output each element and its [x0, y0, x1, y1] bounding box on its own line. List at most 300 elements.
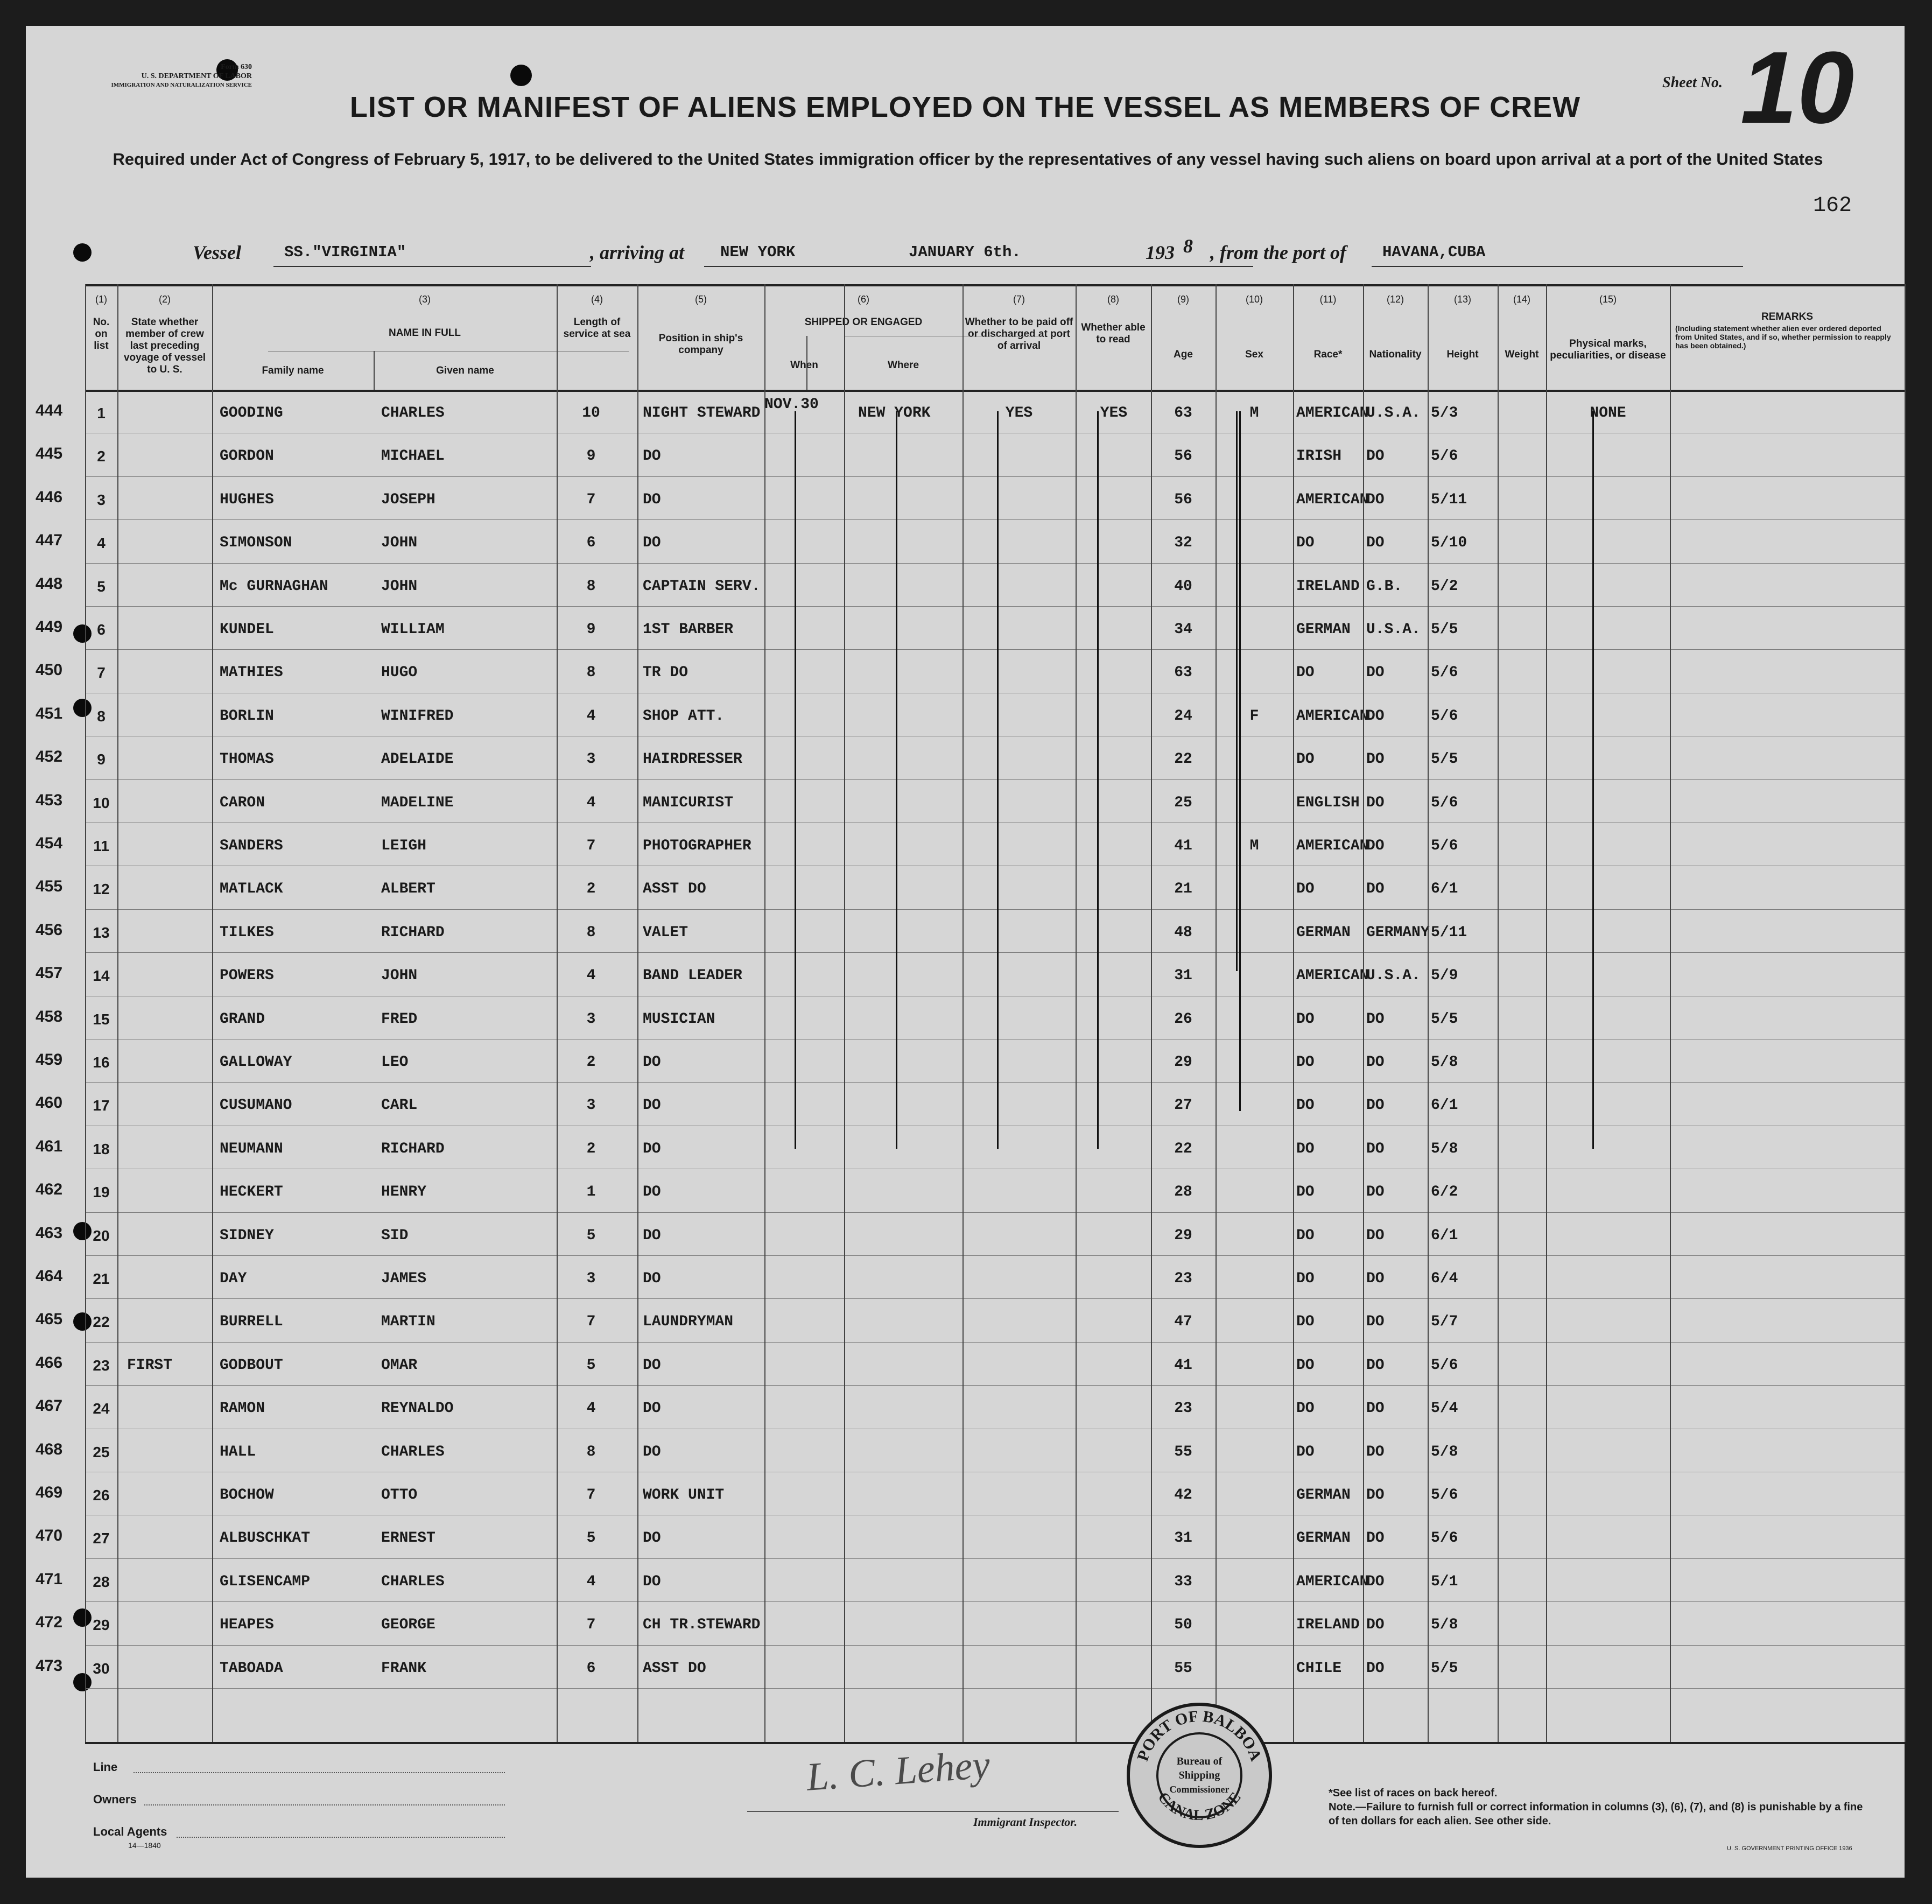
cell-service: 6 — [586, 1660, 596, 1677]
cell-no: 10 — [93, 794, 110, 811]
cell-height: 5/11 — [1431, 491, 1467, 508]
column-number: (10) — [1245, 294, 1263, 305]
cell-no: 30 — [93, 1660, 110, 1677]
sequence-number: 454 — [36, 834, 63, 852]
ditto-stroke — [1592, 411, 1594, 1149]
cell-service: 2 — [586, 1140, 596, 1157]
cell-no: 8 — [97, 707, 106, 725]
line-label: Line — [93, 1760, 118, 1774]
cell-age: 23 — [1174, 1400, 1192, 1417]
cell-service: 7 — [586, 1313, 596, 1331]
manifest-sheet — [26, 26, 1905, 1878]
cell-nationality: DO — [1366, 1357, 1385, 1374]
cell-height: 5/5 — [1431, 621, 1458, 638]
cell-position: CAPTAIN SERV. — [643, 578, 761, 595]
cell-family: Mc GURNAGHAN — [220, 578, 328, 595]
ditto-stroke — [896, 411, 897, 1149]
cell-age: 29 — [1174, 1054, 1192, 1071]
column-number: (2) — [159, 294, 171, 305]
cell-nationality: DO — [1366, 1617, 1385, 1634]
cell-family: MATLACK — [220, 881, 283, 898]
cell-position: DO — [643, 1357, 661, 1374]
cell-position: HAIRDRESSER — [643, 751, 742, 768]
cell-age: 42 — [1174, 1487, 1192, 1503]
cell-nationality: DO — [1366, 448, 1385, 465]
cell-nationality: DO — [1366, 1487, 1385, 1503]
cell-race: DO — [1296, 1097, 1315, 1114]
cell-age: 21 — [1174, 881, 1192, 898]
cell-race: DO — [1296, 1400, 1315, 1417]
cell-no: 22 — [93, 1313, 110, 1331]
cell-race: DO — [1296, 1313, 1315, 1331]
cell-race: DO — [1296, 751, 1315, 768]
cell-family: BORLIN — [220, 707, 274, 725]
cell-service: 4 — [586, 707, 596, 725]
form-code: 14—1840 — [128, 1841, 161, 1850]
cell-sex: F — [1249, 707, 1259, 725]
cell-given: WINIFRED — [381, 707, 454, 725]
cell-read: YES — [1100, 405, 1128, 421]
cell-given: MICHAEL — [381, 448, 445, 465]
cell-position: DO — [643, 1400, 661, 1417]
arrival-date: JANUARY 6th. — [909, 243, 1021, 261]
cell-position: ASST DO — [643, 1660, 706, 1677]
cell-no: 19 — [93, 1184, 110, 1201]
column-number: (14) — [1513, 294, 1530, 305]
service-name: IMMIGRATION AND NATURALIZATION SERVICE — [111, 82, 252, 88]
ditto-stroke — [795, 411, 796, 1149]
cell-family: HEAPES — [220, 1617, 274, 1634]
cell-height: 5/8 — [1431, 1443, 1458, 1460]
cell-race: AMERICAN — [1296, 967, 1369, 985]
header-weight: Weight — [1505, 349, 1539, 360]
cell-family: GOODING — [220, 405, 283, 421]
cell-height: 6/1 — [1431, 1227, 1458, 1244]
cell-nationality: DO — [1366, 1140, 1385, 1157]
column-number: (5) — [695, 294, 707, 305]
cell-age: 56 — [1174, 491, 1192, 508]
cell-given: RICHARD — [381, 1140, 445, 1157]
cell-position: DO — [643, 491, 661, 508]
sequence-number: 446 — [36, 488, 63, 506]
cell-nationality: DO — [1366, 838, 1385, 854]
cell-position: DO — [643, 1184, 661, 1201]
column-number: (12) — [1386, 294, 1404, 305]
cell-height: 5/11 — [1431, 924, 1467, 941]
header-age: Age — [1174, 349, 1193, 360]
cell-family: BURRELL — [220, 1313, 283, 1331]
cell-no: 5 — [97, 578, 106, 595]
cell-nationality: GERMANY — [1366, 924, 1430, 941]
sequence-number: 471 — [36, 1570, 63, 1588]
sequence-number: 470 — [36, 1527, 63, 1545]
vessel-name: SS."VIRGINIA" — [284, 243, 406, 261]
cell-age: 55 — [1174, 1443, 1192, 1460]
cell-position: NIGHT STEWARD — [643, 405, 761, 421]
cell-height: 6/1 — [1431, 881, 1458, 898]
cell-age: 41 — [1174, 838, 1192, 854]
cell-position: ASST DO — [643, 881, 706, 898]
cell-no: 26 — [93, 1487, 110, 1503]
stamp-center-line1: Bureau of — [1176, 1755, 1223, 1767]
cell-service: 3 — [586, 751, 596, 768]
cell-race: IRELAND — [1296, 1617, 1360, 1634]
cell-given: MADELINE — [381, 794, 454, 811]
cell-position: 1ST BARBER — [643, 621, 734, 638]
ditto-stroke — [1239, 411, 1241, 1111]
cell-given: JOHN — [381, 535, 418, 552]
cell-position: VALET — [643, 924, 689, 941]
cell-no: 13 — [93, 924, 110, 941]
printing-office: U. S. GOVERNMENT PRINTING OFFICE 1936 — [1727, 1845, 1852, 1852]
header-remarks: REMARKS — [1761, 311, 1814, 322]
cell-family: TILKES — [220, 924, 274, 941]
cell-nationality: DO — [1366, 1010, 1385, 1028]
cell-nationality: DO — [1366, 1184, 1385, 1201]
cell-service: 9 — [586, 448, 596, 465]
cell-height: 5/6 — [1431, 448, 1458, 465]
cell-no: 20 — [93, 1227, 110, 1244]
cell-height: 6/2 — [1431, 1184, 1458, 1201]
local-agents-label: Local Agents — [93, 1825, 167, 1838]
header-physical-marks: Physical marks, peculiarities, or disease — [1550, 338, 1666, 361]
cell-age: 63 — [1174, 405, 1192, 421]
cell-no: 6 — [97, 621, 106, 638]
header-paid-off: Whether to be paid off or discharged at port of arrival — [965, 317, 1073, 352]
cell-position: DO — [643, 1573, 661, 1590]
cell-service: 6 — [586, 535, 596, 552]
cell-given: MARTIN — [381, 1313, 435, 1331]
cell-family: SIDNEY — [220, 1227, 274, 1244]
cell-service: 5 — [586, 1227, 596, 1244]
cell-family: DAY — [220, 1270, 247, 1287]
cell-age: 31 — [1174, 1530, 1192, 1547]
sequence-number: 473 — [36, 1656, 63, 1675]
cell-no: 4 — [97, 535, 106, 552]
cell-service: 5 — [586, 1530, 596, 1547]
cell-race: DO — [1296, 1357, 1315, 1374]
cell-family: BOCHOW — [220, 1487, 274, 1503]
cell-service: 8 — [586, 924, 596, 941]
cell-given: RICHARD — [381, 924, 445, 941]
cell-family: HALL — [220, 1443, 256, 1460]
cell-given: ALBERT — [381, 881, 435, 898]
sequence-number: 456 — [36, 921, 63, 939]
cell-race: AMERICAN — [1296, 1573, 1369, 1590]
cell-height: 5/5 — [1431, 1010, 1458, 1028]
column-number: (9) — [1177, 294, 1189, 305]
penalty-note: Note.—Failure to furnish full or correct information in columns (3), (6), (7), and (8) is punishable by a fine of ten dollars for each alien. See other side. — [1329, 1801, 1863, 1827]
cell-family: NEUMANN — [220, 1140, 283, 1157]
cell-family: GRAND — [220, 1010, 265, 1028]
header-when: When — [790, 360, 818, 371]
form-number: Form 630 — [221, 63, 252, 71]
cell-nationality: DO — [1366, 491, 1385, 508]
cell-position: CH TR.STEWARD — [643, 1617, 761, 1634]
cell-position: DO — [643, 1530, 661, 1547]
header-remarks-note: (Including statement whether alien ever ordered deported from United States, and if so, whether permission to reapply has been obtained.) — [1675, 324, 1891, 350]
cell-position: DO — [643, 1227, 661, 1244]
ditto-stroke — [997, 411, 999, 1149]
cell-given: CHARLES — [381, 405, 445, 421]
header-nationality: Nationality — [1369, 349, 1422, 360]
cell-family: ALBUSCHKAT — [220, 1530, 311, 1547]
cell-service: 7 — [586, 1617, 596, 1634]
cell-race: GERMAN — [1296, 924, 1351, 941]
cell-given: CHARLES — [381, 1443, 445, 1460]
cell-family: TABOADA — [220, 1660, 283, 1677]
cell-age: 56 — [1174, 448, 1192, 465]
cell-height: 5/6 — [1431, 664, 1458, 681]
cell-sex: M — [1249, 405, 1259, 421]
cell-no: 21 — [93, 1270, 110, 1287]
from-port-label: , from the port of — [1210, 242, 1347, 263]
sequence-number: 451 — [36, 704, 63, 722]
cell-no: 18 — [93, 1140, 110, 1157]
crew-table — [36, 284, 1905, 1742]
column-number: (7) — [1013, 294, 1025, 305]
cell-family: SIMONSON — [220, 535, 292, 552]
column-number: (4) — [591, 294, 603, 305]
cell-no: 29 — [93, 1617, 110, 1634]
cell-height: 5/6 — [1431, 1357, 1458, 1374]
cell-family: GODBOUT — [220, 1357, 283, 1374]
cell-age: 47 — [1174, 1313, 1192, 1331]
cell-race: DO — [1296, 1140, 1315, 1157]
header-family-name: Family name — [262, 365, 324, 376]
header-race: Race* — [1313, 349, 1343, 360]
cell-nationality: DO — [1366, 1097, 1385, 1114]
cell-nationality: U.S.A. — [1366, 405, 1421, 421]
ditto-stroke — [1236, 411, 1238, 971]
cell-service: 8 — [586, 664, 596, 681]
stamp-center-line3: Commissioner — [1169, 1784, 1230, 1795]
cell-given: JOHN — [381, 578, 418, 595]
sequence-number: 464 — [36, 1267, 63, 1285]
sequence-number: 453 — [36, 791, 63, 809]
sequence-number: 447 — [36, 531, 63, 550]
cell-race: DO — [1296, 881, 1315, 898]
column-number: (15) — [1599, 294, 1617, 305]
cell-race: AMERICAN — [1296, 405, 1369, 421]
header-given-name: Given name — [436, 365, 494, 376]
cell-given: JOHN — [381, 967, 418, 985]
column-number: (3) — [419, 294, 431, 305]
cell-race: DO — [1296, 535, 1315, 552]
cell-family: CUSUMANO — [220, 1097, 292, 1114]
stamp-bottom-text: CANAL ZONE — [1154, 1789, 1245, 1824]
cell-nationality: DO — [1366, 1530, 1385, 1547]
cell-family: MATHIES — [220, 664, 283, 681]
cell-service: 7 — [586, 838, 596, 854]
sequence-number: 455 — [36, 877, 63, 896]
cell-race: IRELAND — [1296, 578, 1360, 595]
cell-position: SHOP ATT. — [643, 707, 725, 725]
header-state-whether: State whether member of crew last preceding voyage of vessel to U. S. — [123, 317, 206, 375]
header-length-service: Length of service at sea — [563, 317, 631, 340]
cell-service: 10 — [582, 405, 600, 421]
cell-race: GERMAN — [1296, 1530, 1351, 1547]
arriving-port: NEW YORK — [720, 243, 796, 261]
stamp-center-line2: Shipping — [1178, 1769, 1220, 1781]
cell-nationality: DO — [1366, 1400, 1385, 1417]
cell-position: DO — [643, 1270, 661, 1287]
cell-height: 5/7 — [1431, 1313, 1458, 1331]
cell-nationality: DO — [1366, 881, 1385, 898]
cell-race: DO — [1296, 1270, 1315, 1287]
cell-family: KUNDEL — [220, 621, 274, 638]
page-subtitle: Required under Act of Congress of February 5, 1917, to be delivered to the United States immigration officer by the representatives of any vessel having such aliens on board upon arrival at a port of the United States — [113, 150, 1823, 168]
cell-no: 2 — [97, 448, 106, 465]
header-able-read: Whether able to read — [1081, 322, 1146, 345]
cell-given: OMAR — [381, 1357, 418, 1374]
sequence-number: 452 — [36, 748, 63, 766]
cell-family: GALLOWAY — [220, 1054, 292, 1071]
cell-physical: NONE — [1590, 405, 1626, 421]
punch-hole — [510, 65, 532, 86]
cell-given: FRED — [381, 1010, 418, 1028]
cell-position: DO — [643, 1097, 661, 1114]
sequence-number: 466 — [36, 1353, 63, 1372]
cell-nationality: G.B. — [1366, 578, 1403, 595]
cell-given: REYNALDO — [381, 1400, 454, 1417]
cell-position: BAND LEADER — [643, 967, 742, 985]
cell-nationality: DO — [1366, 664, 1385, 681]
arriving-label: , arriving at — [590, 242, 685, 263]
cell-service: 5 — [586, 1357, 596, 1374]
cell-position: TR DO — [643, 664, 689, 681]
cell-family: GLISENCAMP — [220, 1573, 311, 1590]
cell-given: CHARLES — [381, 1573, 445, 1590]
cell-position: WORK UNIT — [643, 1487, 725, 1503]
arrival-year-prefix: 193 — [1146, 242, 1175, 263]
cell-given: LEO — [381, 1054, 409, 1071]
cell-nationality: U.S.A. — [1366, 621, 1421, 638]
cell-height: 5/8 — [1431, 1054, 1458, 1071]
cell-no: 24 — [93, 1400, 110, 1417]
cell-family: HECKERT — [220, 1184, 283, 1201]
cell-height: 5/1 — [1431, 1573, 1458, 1590]
cell-no: 25 — [93, 1443, 110, 1460]
cell-age: 48 — [1174, 924, 1192, 941]
cell-paid-off: YES — [1005, 405, 1033, 421]
cell-age: 33 — [1174, 1573, 1192, 1590]
cell-age: 24 — [1174, 707, 1192, 725]
cell-height: 5/6 — [1431, 838, 1458, 854]
cell-position: MANICURIST — [643, 794, 734, 811]
cell-family: CARON — [220, 794, 265, 811]
cell-race: IRISH — [1296, 448, 1342, 465]
cell-height: 5/6 — [1431, 1487, 1458, 1503]
inspector-signature: L. C. Lehey — [805, 1743, 992, 1800]
sequence-number: 444 — [36, 402, 63, 419]
inspector-label: Immigrant Inspector. — [973, 1815, 1078, 1829]
cell-service: 3 — [586, 1270, 596, 1287]
cell-service: 2 — [586, 1054, 596, 1071]
cell-family: THOMAS — [220, 751, 274, 768]
cell-race: ENGLISH — [1296, 794, 1360, 811]
header-name-in-full: NAME IN FULL — [388, 327, 461, 339]
cell-height: 5/9 — [1431, 967, 1458, 985]
cell-family: SANDERS — [220, 838, 283, 854]
cell-position: LAUNDRYMAN — [643, 1313, 734, 1331]
cell-age: 41 — [1174, 1357, 1192, 1374]
cell-race: GERMAN — [1296, 621, 1351, 638]
cell-nationality: U.S.A. — [1366, 967, 1421, 985]
cell-position: DO — [643, 535, 661, 552]
column-number: (13) — [1453, 294, 1471, 305]
cell-height: 5/6 — [1431, 794, 1458, 811]
sequence-number: 461 — [36, 1137, 63, 1155]
cell-service: 9 — [586, 621, 596, 638]
cell-no: 7 — [97, 664, 106, 681]
cell-height: 5/5 — [1431, 751, 1458, 768]
cell-sex: M — [1249, 838, 1259, 854]
cell-race: CHILE — [1296, 1660, 1342, 1677]
cell-age: 25 — [1174, 794, 1192, 811]
page-number: 162 — [1813, 194, 1852, 218]
sequence-number: 463 — [36, 1224, 63, 1242]
cell-service: 8 — [586, 578, 596, 595]
column-number: (11) — [1319, 294, 1337, 305]
cell-given: FRANK — [381, 1660, 427, 1677]
form-block — [80, 62, 252, 90]
sequence-number: 449 — [36, 618, 63, 636]
sequence-number: 469 — [36, 1484, 63, 1501]
sequence-number: 458 — [36, 1007, 63, 1025]
cell-no: 15 — [93, 1010, 110, 1028]
cell-age: 29 — [1174, 1227, 1192, 1244]
sequence-number: 467 — [36, 1397, 63, 1415]
cell-service: 7 — [586, 491, 596, 508]
cell-service: 4 — [586, 967, 596, 985]
cell-family: HUGHES — [220, 491, 274, 508]
cell-nationality: DO — [1366, 1054, 1385, 1071]
stamp-top-text: PORT OF BALBOA — [1134, 1707, 1265, 1764]
cell-height: 5/2 — [1431, 578, 1458, 595]
cell-given: HUGO — [381, 664, 418, 681]
cell-no: 12 — [93, 881, 110, 898]
header-where: Where — [887, 360, 919, 371]
cell-given: SID — [381, 1227, 409, 1244]
cell-race: GERMAN — [1296, 1487, 1351, 1503]
sequence-number: 472 — [36, 1613, 63, 1632]
sequence-number: 450 — [36, 661, 63, 679]
sequence-number: 457 — [36, 964, 63, 982]
sheet-number: 10 — [1740, 31, 1854, 145]
cell-no: 11 — [93, 838, 109, 854]
cell-age: 26 — [1174, 1010, 1192, 1028]
cell-where: NEW YORK — [858, 405, 931, 421]
vessel-label: Vessel — [193, 242, 241, 263]
cell-family: GORDON — [220, 448, 274, 465]
cell-nationality: DO — [1366, 751, 1385, 768]
cell-given: CARL — [381, 1097, 418, 1114]
cell-nationality: DO — [1366, 794, 1385, 811]
cell-height: 6/1 — [1431, 1097, 1458, 1114]
cell-nationality: DO — [1366, 1227, 1385, 1244]
cell-age: 50 — [1174, 1617, 1192, 1634]
cell-height: 5/5 — [1431, 1660, 1458, 1677]
cell-position: DO — [643, 1443, 661, 1460]
sequence-number: 459 — [36, 1051, 63, 1069]
department-name: U. S. DEPARTMENT OF LABOR — [141, 72, 252, 80]
cell-race: AMERICAN — [1296, 838, 1369, 854]
cell-position: MUSICIAN — [643, 1010, 715, 1028]
cell-height: 5/10 — [1431, 535, 1467, 552]
cell-nationality: DO — [1366, 707, 1385, 725]
cell-no: 3 — [97, 491, 106, 508]
